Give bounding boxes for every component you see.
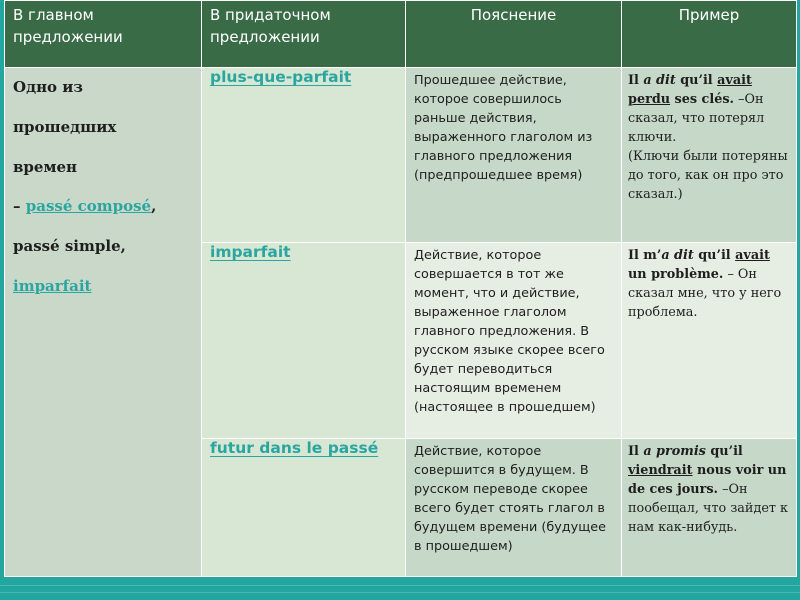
tense-cell [202, 439, 406, 577]
example-translation: –Он сказал, что потерял ключи. [628, 91, 765, 145]
background-stripe [0, 585, 800, 586]
example-text: Il m’ [628, 248, 662, 263]
main-clause-line: passé simple, [13, 237, 126, 255]
example-verb: a promis [643, 444, 706, 459]
example-verb-underlined: avait perdu [628, 73, 752, 107]
example-text: qu’il [693, 248, 736, 263]
main-clause-line: времен [13, 157, 78, 176]
tense-plus-que-parfait[interactable]: plus-que-parfait [210, 68, 352, 86]
example-translation: –Он пообещал, что зайдет к нам как-нибудь. [628, 481, 789, 535]
tense-futur-dans-le-passe[interactable]: futur dans le passé [210, 439, 379, 457]
explanation-cell: Действие, которое совершается в тот же момент, что и действие, выраженное глаголом главного предложения. В русском языке скорее всего будет переводиться настоящим временем (настоящее в прошедшем) [406, 243, 622, 439]
example-verb-underlined: avait [735, 248, 770, 263]
example-verb-underlined: viendrait [628, 462, 693, 478]
dash-text: – [13, 197, 26, 216]
example-text: ses clés. [670, 91, 735, 107]
explanation-cell: Действие, которое совершится в будущем. В русском переводе скорее всего будет стоять глагол в будущем времени (будущее в прошедшем) [406, 439, 622, 577]
example-verb: a dit [643, 73, 676, 88]
main-clause-line [13, 187, 193, 227]
tense-cell [202, 68, 406, 243]
main-clause-line: прошедших [13, 117, 117, 136]
example-cell [622, 243, 797, 439]
passe-compose-link[interactable]: passé composé [25, 197, 152, 216]
example-text: Il [628, 444, 644, 459]
example-text: Il [628, 73, 644, 88]
example-cell [622, 439, 797, 577]
header-example: Пример [622, 1, 797, 68]
example-text: qu’il [675, 73, 718, 88]
background-stripe [0, 592, 800, 593]
grammar-table [4, 0, 797, 577]
main-clause-line: Одно из [13, 78, 83, 96]
example-text: qu’il [705, 444, 743, 459]
example-text: nous voir un de ces jours. [628, 462, 787, 497]
tense-cell [202, 243, 406, 439]
header-subordinate-clause: В придаточном предложении [202, 1, 406, 68]
explanation-cell: Прошедшее действие, которое совершилось раньше действия, выраженного глаголом из главного предложения (предпрошедшее время) [406, 68, 622, 243]
example-verb: a dit [661, 248, 694, 263]
tense-imparfait[interactable]: imparfait [210, 243, 291, 261]
header-explanation: Пояснение [406, 1, 622, 68]
example-translation: – Он сказал мне, что у него проблема. [628, 266, 782, 320]
table-row [5, 68, 797, 243]
example-cell [622, 68, 797, 243]
example-note: (Ключи были потеряны до того, как он про это сказал.) [628, 148, 788, 202]
header-row [5, 1, 797, 68]
main-clause-cell [5, 68, 202, 577]
imparfait-link[interactable]: imparfait [13, 276, 92, 295]
comma-text: , [151, 197, 157, 216]
example-text: un problème. [628, 266, 724, 282]
header-main-clause: В главном предложении [5, 1, 202, 68]
